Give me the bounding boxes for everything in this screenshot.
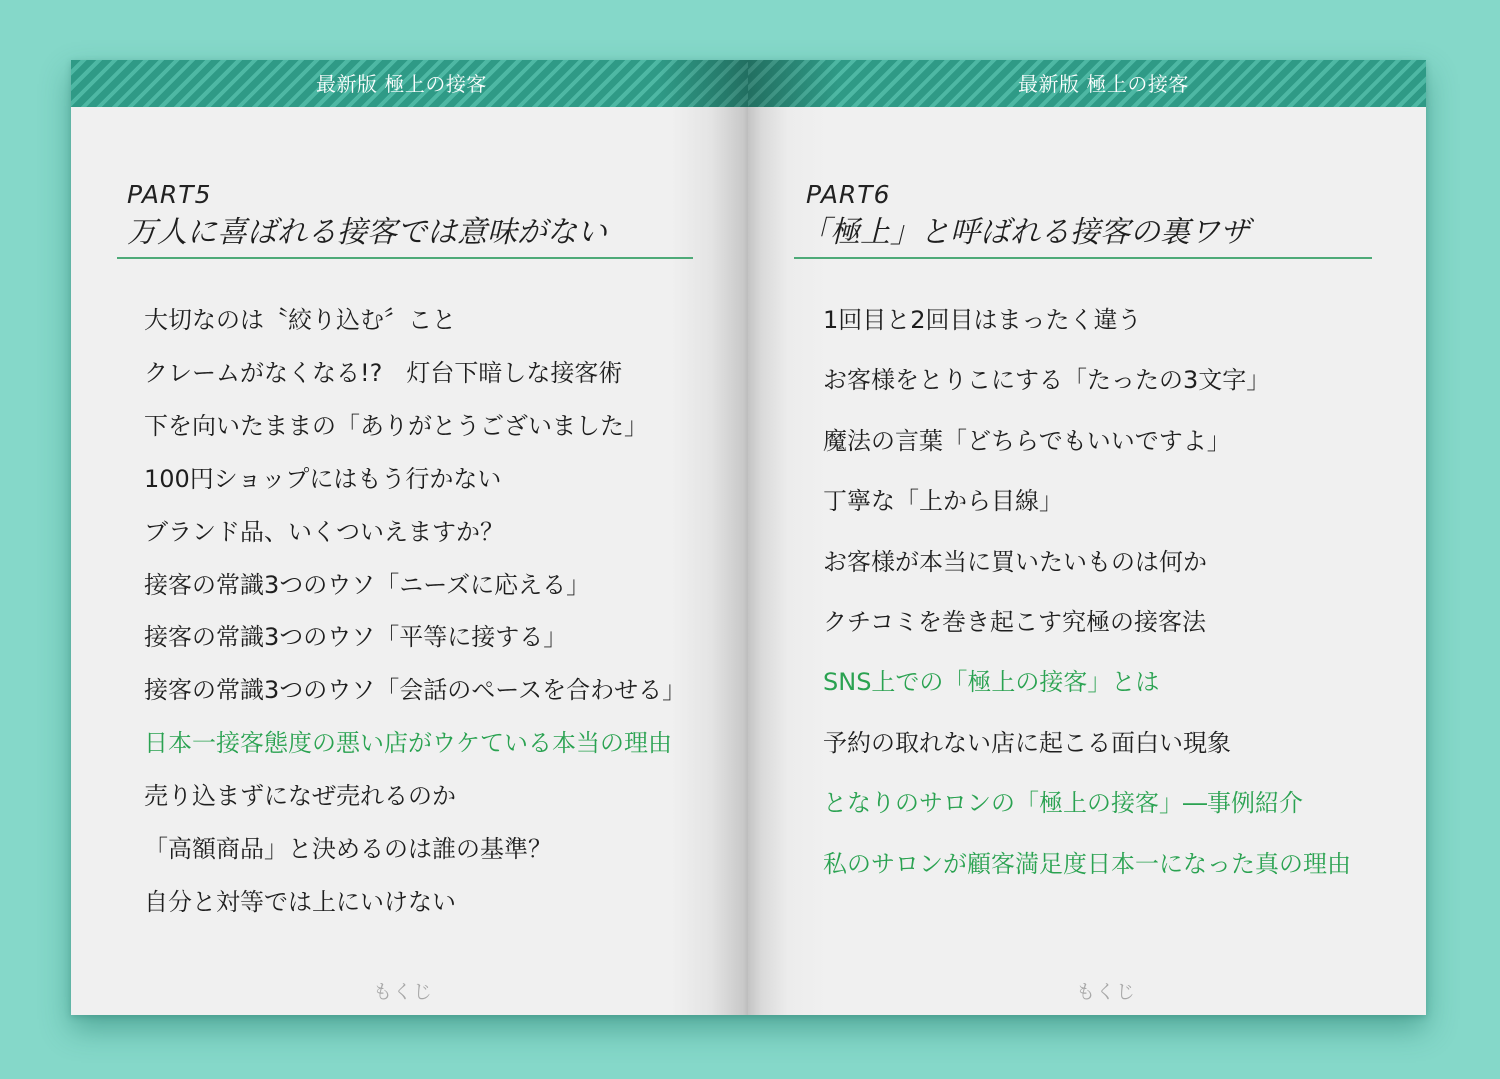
toc-item[interactable]: 接客の常識3つのウソ「平等に接する」 <box>144 623 568 652</box>
right-part-title: 「極上」と呼ばれる接客の裏ワザ <box>800 215 1250 250</box>
toc-item[interactable]: となりのサロンの「極上の接客」―事例紹介 <box>823 789 1303 818</box>
toc-item[interactable]: 自分と対等では上にいけない <box>144 887 456 916</box>
toc-item[interactable]: クチコミを巻き起こす究極の接客法 <box>823 608 1207 636</box>
toc-item[interactable]: 売り込まずになぜ売れるのか <box>144 782 456 811</box>
toc-item[interactable]: お客様が本当に買いたいものは何か <box>823 547 1207 576</box>
left-header-title: 最新版 極上の接客 <box>316 72 487 96</box>
toc-item[interactable]: お客様をとりこにする「たったの3文字」 <box>823 366 1271 395</box>
toc-item[interactable]: 魔法の言葉「どちらでもいいですよ」 <box>823 426 1231 455</box>
left-title-rule <box>117 257 693 259</box>
toc-item[interactable]: ブランド品、いくついえますか？ <box>144 517 504 546</box>
right-footer-contents-label: もくじ <box>1076 981 1137 1003</box>
left-part-title: 万人に喜ばれる接客では意味がない <box>127 215 607 250</box>
toc-item[interactable]: 私のサロンが顧客満足度日本一になった真の理由 <box>823 849 1351 878</box>
toc-item[interactable]: 丁寧な「上から目線」 <box>823 487 1063 516</box>
toc-item[interactable]: 下を向いたままの「ありがとうございました」 <box>144 411 648 440</box>
right-header-title: 最新版 極上の接客 <box>1018 72 1189 96</box>
toc-item[interactable]: SNS上での「極上の接客」とは <box>823 668 1160 697</box>
toc-item[interactable]: 「高額商品」と決めるのは誰の基準？ <box>144 835 552 863</box>
toc-item[interactable]: 1回目と2回目はまったく違う <box>823 306 1142 334</box>
left-page <box>71 60 748 1015</box>
toc-item[interactable]: 予約の取れない店に起こる面白い現象 <box>823 728 1231 757</box>
toc-item[interactable]: 接客の常識3つのウソ「ニーズに応える」 <box>144 570 591 599</box>
left-part-label: PART5 <box>127 180 212 209</box>
toc-item[interactable]: 接客の常識3つのウソ「会話のペースを合わせる」 <box>144 676 687 705</box>
toc-item[interactable]: 大切なのは〝絞り込む〞こと <box>144 306 456 334</box>
right-title-rule <box>794 257 1372 259</box>
toc-item[interactable]: 日本一接客態度の悪い店がウケている本当の理由 <box>144 729 672 758</box>
open-book <box>71 60 1426 1015</box>
toc-item[interactable]: クレームがなくなる!? 灯台下暗しな接客術 <box>144 358 623 387</box>
right-part-label: PART6 <box>806 180 891 209</box>
left-footer-contents-label: もくじ <box>373 981 434 1003</box>
toc-item[interactable]: 100円ショップにはもう行かない <box>144 464 502 493</box>
right-page <box>748 60 1426 1015</box>
